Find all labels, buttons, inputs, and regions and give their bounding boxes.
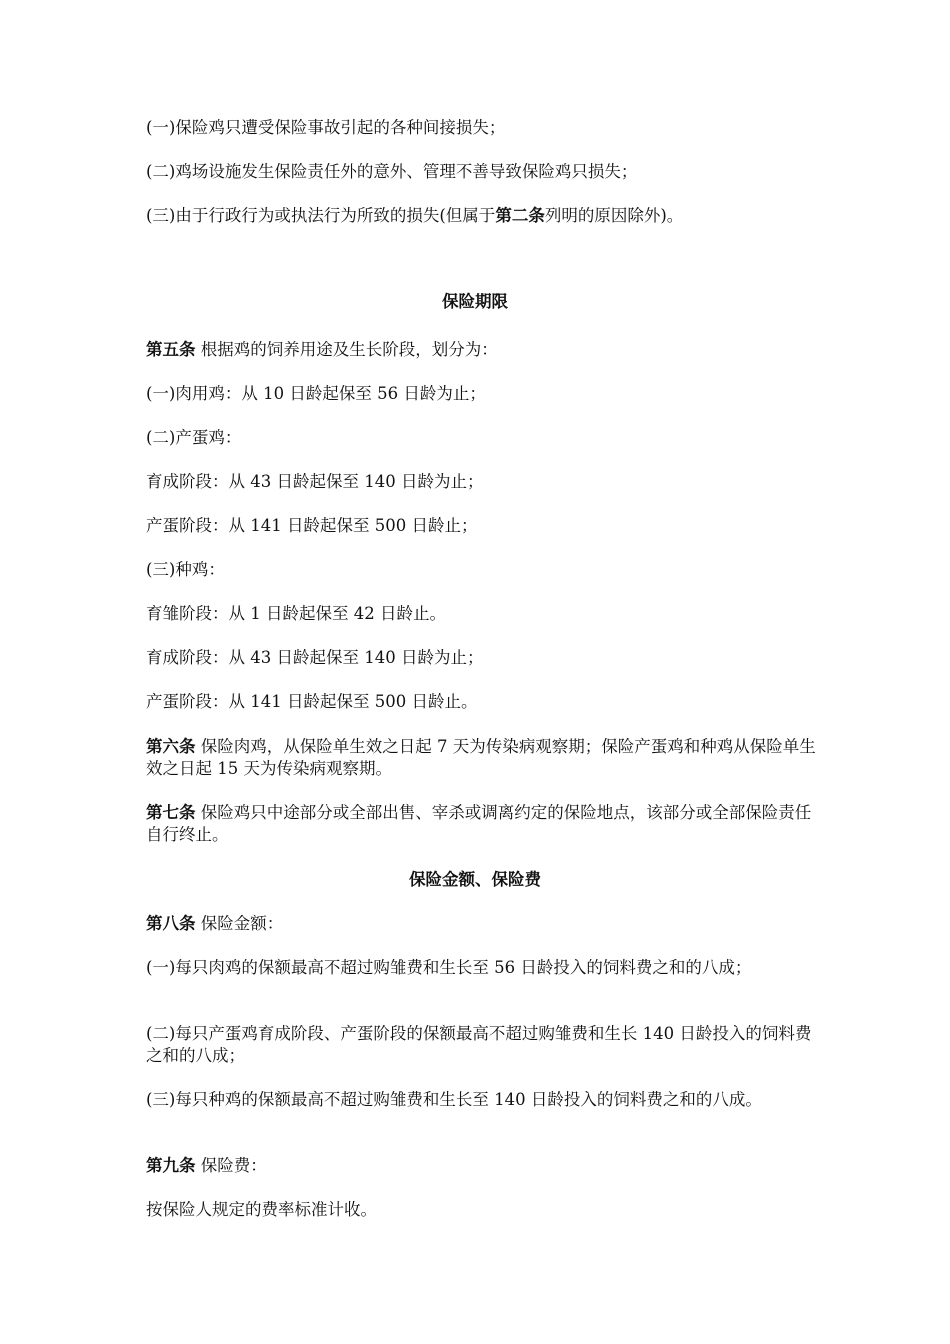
article-9: 第九条 保险费： — [146, 1156, 267, 1175]
exclusion-item-3: (三)由于行政行为或执法行为所致的损失(但属于第二条列明的原因除外)。 — [146, 206, 684, 225]
article-8: 第八条 保险金额： — [146, 914, 284, 933]
article-7: 第七条 保险鸡只中途部分或全部出售、宰杀或调离约定的保险地点，该部分或全部保险责任自行终止。 — [146, 803, 812, 844]
article-label: 第六条 — [146, 737, 196, 756]
period-line-6: 育雏阶段：从 1 日龄起保至 42 日龄止。 — [146, 604, 446, 623]
article-9-body: 按保险人规定的费率标准计收。 — [146, 1200, 377, 1219]
period-line-5: (三)种鸡： — [146, 560, 225, 579]
article-label: 第七条 — [146, 803, 196, 822]
exclusion-item-1: (一)保险鸡只遭受保险事故引起的各种间接损失； — [146, 118, 506, 137]
period-line-1: (一)肉用鸡：从 10 日龄起保至 56 日龄为止； — [146, 384, 486, 403]
section-heading-amount: 保险金额、保险费 — [409, 870, 541, 889]
article-label: 第五条 — [146, 340, 196, 359]
period-line-4: 产蛋阶段：从 141 日龄起保至 500 日龄止； — [146, 516, 478, 535]
article-label: 第九条 — [146, 1156, 196, 1175]
article-label: 第八条 — [146, 914, 196, 933]
article-reference: 第二条 — [495, 206, 545, 225]
amount-item-1: (一)每只肉鸡的保额最高不超过购雏费和生长至 56 日龄投入的饲料费之和的八成； — [146, 958, 752, 977]
period-line-7: 育成阶段：从 43 日龄起保至 140 日龄为止； — [146, 648, 484, 667]
article-5: 第五条 根据鸡的饲养用途及生长阶段，划分为： — [146, 340, 498, 359]
period-line-2: (二)产蛋鸡： — [146, 428, 242, 447]
exclusion-item-2: (二)鸡场设施发生保险责任外的意外、管理不善导致保险鸡只损失； — [146, 162, 638, 181]
section-heading-period: 保险期限 — [442, 292, 508, 311]
amount-item-3: (三)每只种鸡的保额最高不超过购雏费和生长至 140 日龄投入的饲料费之和的八成。 — [146, 1090, 762, 1109]
amount-item-2: (二)每只产蛋鸡育成阶段、产蛋阶段的保额最高不超过购雏费和生长 140 日龄投入的饲料费之和的八成； — [146, 1024, 812, 1065]
period-line-8: 产蛋阶段：从 141 日龄起保至 500 日龄止。 — [146, 692, 478, 711]
article-6: 第六条 保险肉鸡，从保险单生效之日起 7 天为传染病观察期；保险产蛋鸡和种鸡从保险单生效之日起 15 天为传染病观察期。 — [146, 737, 816, 778]
period-line-3: 育成阶段：从 43 日龄起保至 140 日龄为止； — [146, 472, 484, 491]
